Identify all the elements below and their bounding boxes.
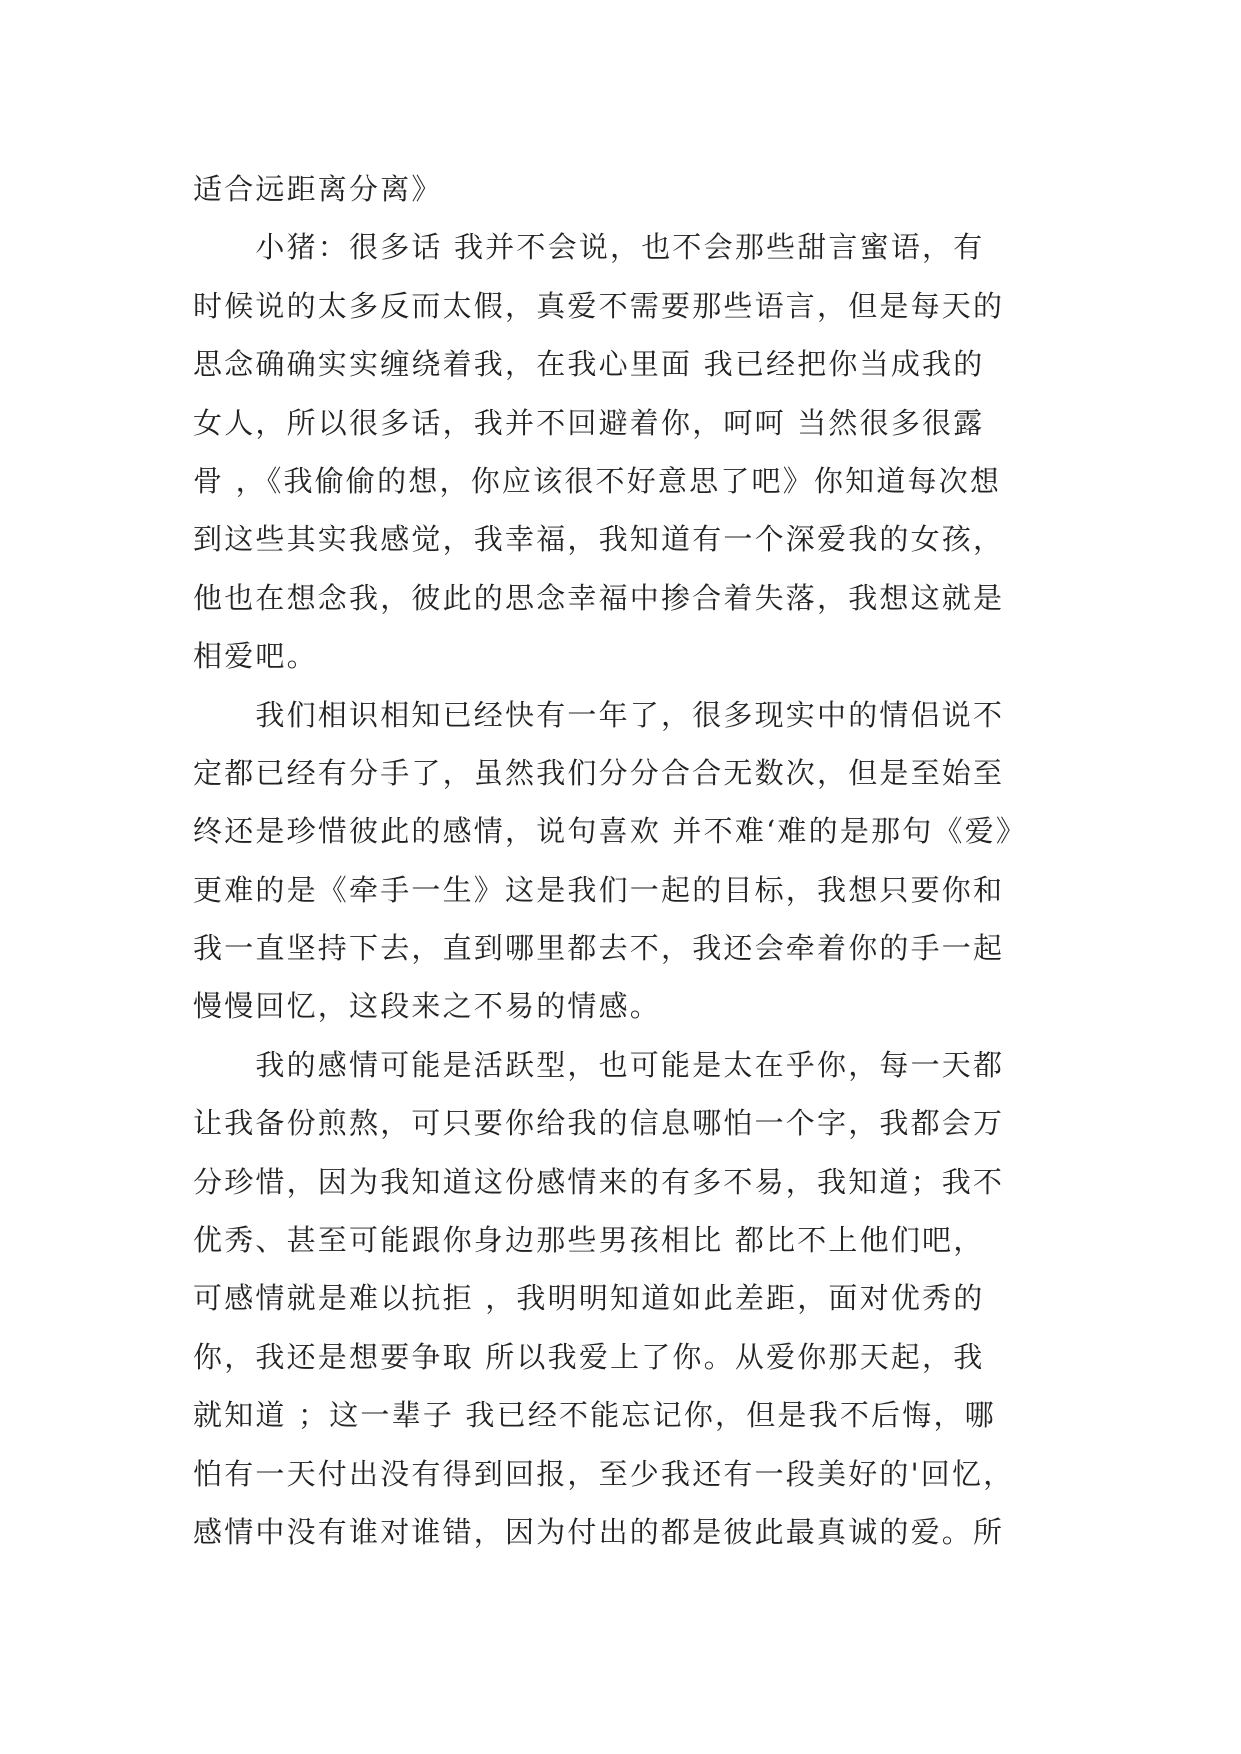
text-line: 分珍惜，因为我知道这份感情来的有多不易，我知道；我不 — [193, 1164, 1005, 1199]
text-line: 他也在想念我，彼此的思念幸福中掺合着失落，我想这就是 — [193, 580, 1005, 615]
text-line: 怕有一天付出没有得到回报，至少我还有一段美好的'回忆， — [193, 1456, 1015, 1491]
text-line: 适合远距离分离》 — [193, 172, 443, 206]
text-line: 思念确确实实缠绕着我，在我心里面 我已经把你当成我的 — [193, 347, 985, 382]
text-line: 女人，所以很多话，我并不回避着你，呵呵 当然很多很露 — [193, 405, 985, 440]
text-line: 我的感情可能是活跃型，也可能是太在乎你，每一天都 — [193, 1047, 1005, 1082]
text-line: 相爱吧。 — [193, 639, 318, 674]
text-line: 定都已经有分手了，虽然我们分分合合无数次，但是至始至 — [193, 755, 1005, 790]
text-line: 你，我还是想要争取 所以我爱上了你。从爱你那天起，我 — [193, 1339, 985, 1374]
text-line: 就知道 ；这一辈子 我已经不能忘记你，但是我不后悔，哪 — [193, 1398, 996, 1433]
body-text — [193, 160, 1053, 1561]
text-line: 感情中没有谁对谁错，因为付出的都是彼此最真诚的爱。所 — [193, 1514, 1005, 1549]
text-line: 到这些其实我感觉，我幸福，我知道有一个深爱我的女孩， — [193, 522, 1005, 557]
text-line: 更难的是《牵手一生》这是我们一起的目标，我想只要你和 — [193, 872, 1005, 907]
text-line: 我们相识相知已经快有一年了，很多现实中的情侣说不 — [193, 697, 1005, 732]
text-line: 优秀、甚至可能跟你身边那些男孩相比 都比不上他们吧， — [193, 1223, 985, 1258]
text-line: 我一直坚持下去，直到哪里都去不，我还会牵着你的手一起 — [193, 931, 1005, 966]
text-line: 小猪：很多话 我并不会说，也不会那些甜言蜜语，有 — [193, 230, 985, 265]
text-line: 时候说的太多反而太假，真爱不需要那些语言，但是每天的 — [193, 288, 1005, 323]
text-line: 骨 ，《我偷偷的想，你应该很不好意思了吧》你知道每次想 — [193, 463, 1002, 498]
text-line: 慢慢回忆，这段来之不易的情感。 — [193, 989, 662, 1024]
text-line: 让我备份煎熬，可只要你给我的信息哪怕一个字，我都会万 — [193, 1106, 1005, 1141]
text-line: 可感情就是难以抗拒 ，我明明知道如此差距，面对优秀的 — [193, 1281, 985, 1316]
text-line: 终还是珍惜彼此的感情，说句喜欢 并不难‘难的是那句《爱》 — [193, 814, 1028, 849]
